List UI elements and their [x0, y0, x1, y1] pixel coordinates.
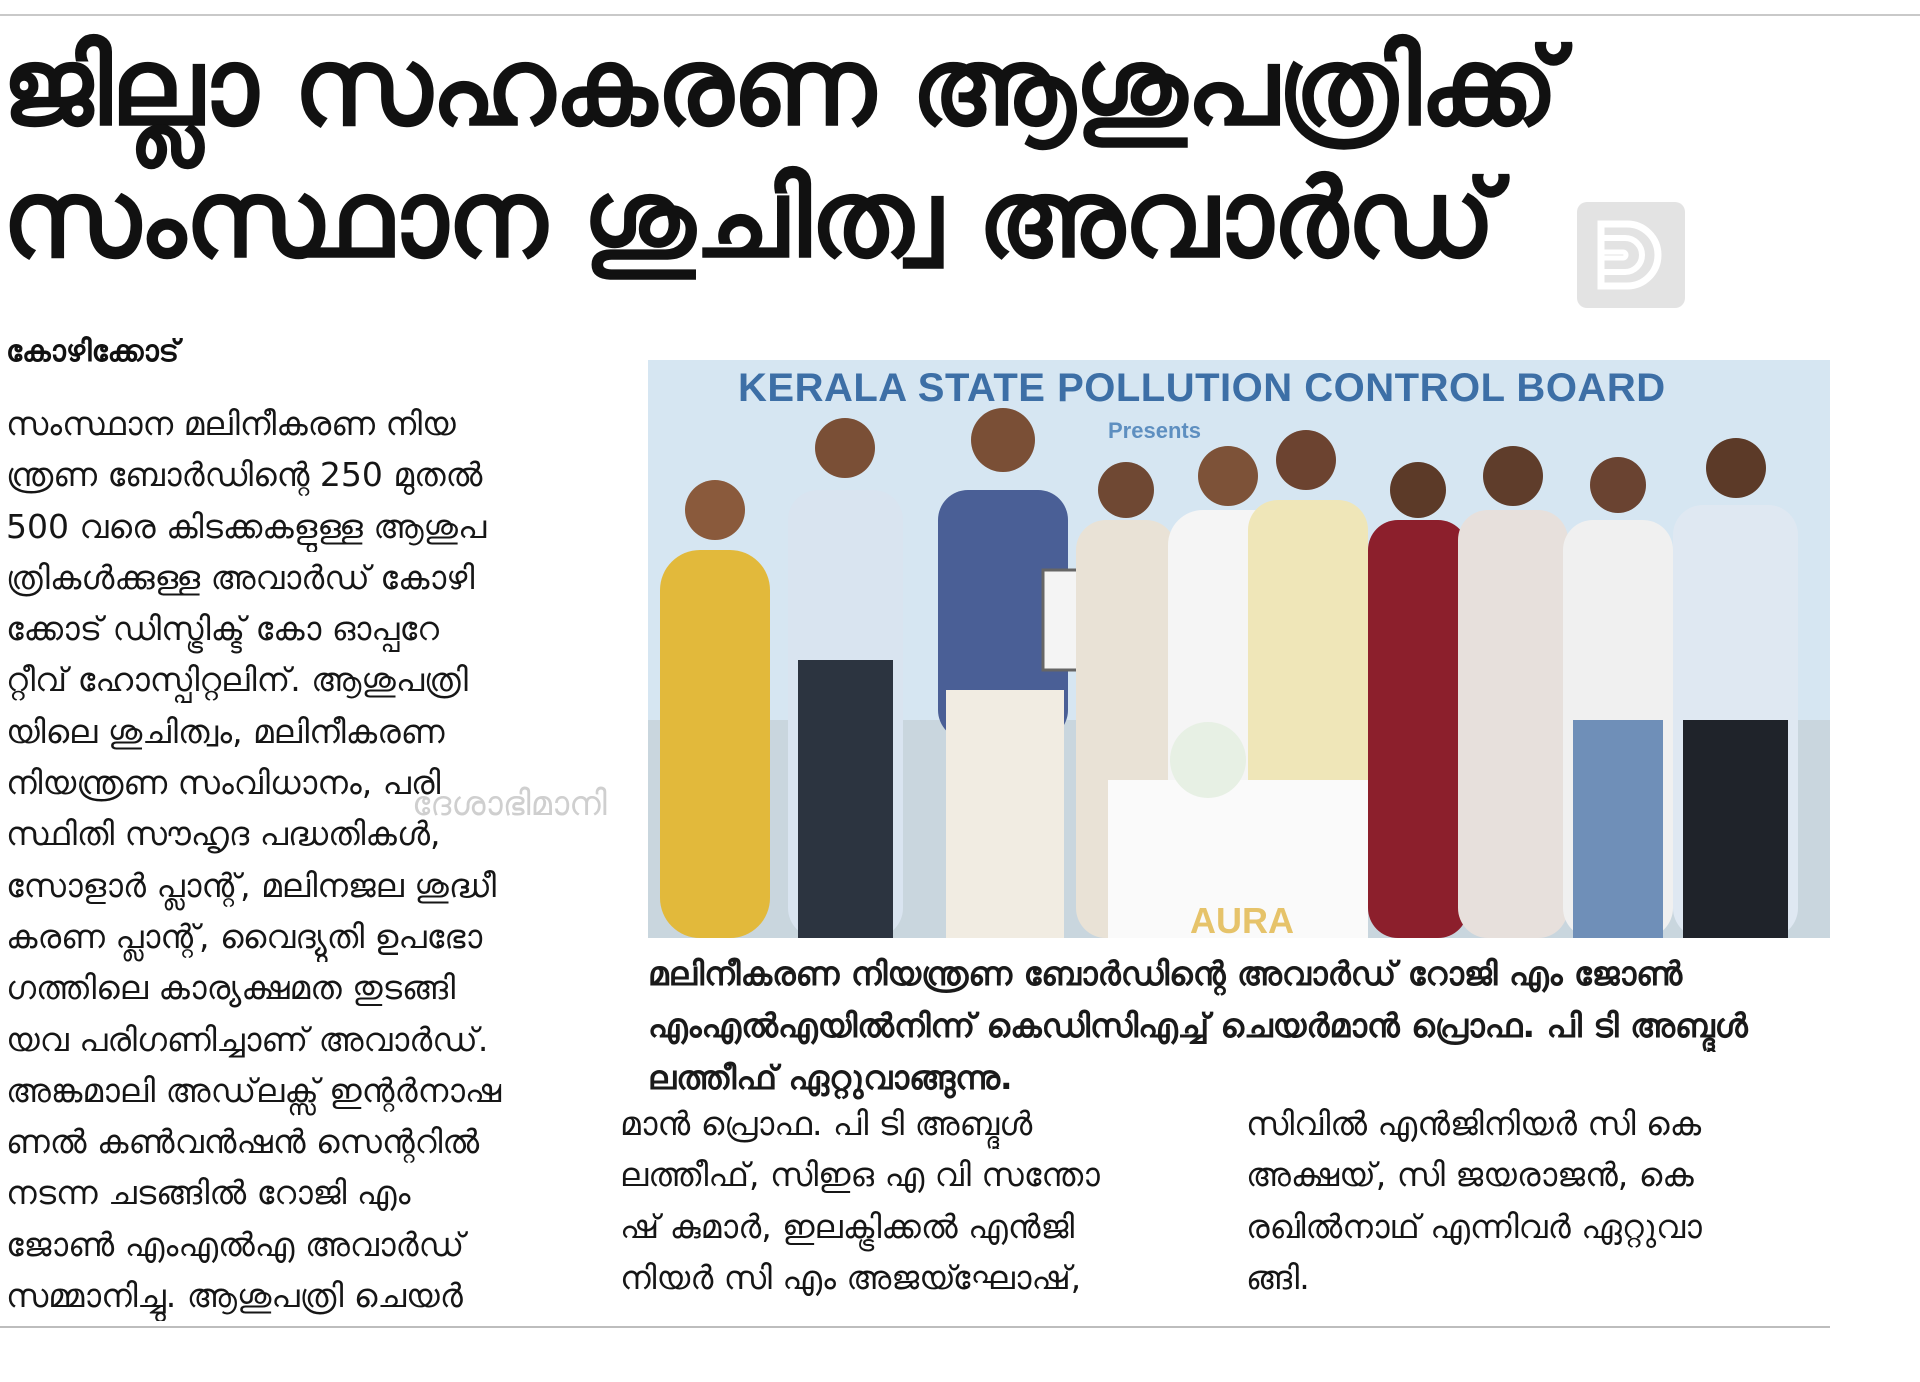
text-line: ലത്തീഫ്, സിഇഒ എ വി സന്തോ: [620, 1155, 1100, 1195]
caption-line: മലിനീകരണ നിയന്ത്രണ ബോർഡിന്റെ അവാർഡ് റോജി എം ജോൺ: [648, 954, 1683, 993]
text-line: സിവിൽ എൻജിനിയർ സി കെ: [1246, 1104, 1702, 1143]
text-line: ക്കോട് ഡിസ്ട്രിക്ട് കോ ഓപ്പറേ: [6, 609, 439, 649]
headline-line-2: സംസ്ഥാന ശുചിത്വ അവാർഡ്: [2, 157, 1495, 282]
text-line: നടന്ന ചടങ്ങിൽ റോജി എം: [6, 1173, 411, 1213]
caption-line: എംഎൽഎയിൽനിന്ന് കെഡിസിഎച്ച് ചെയർമാൻ പ്രൊഫ. പി ടി അബ്ദുൾ: [648, 1006, 1748, 1045]
text-line: ഗത്തിലെ കാര്യക്ഷമത തുടങ്ങി: [6, 968, 456, 1008]
text-line: 500 വരെ കിടക്കകളുള്ള ആശുപ: [6, 506, 487, 546]
publisher-logo-icon: [1577, 202, 1685, 308]
text-line: കരണ പ്ലാന്റ്, വൈദ്യുതി ഉപഭോ: [6, 916, 483, 956]
bottom-rule: [0, 1326, 1830, 1328]
text-line: ന്ത്രണ ബോർഡിന്റെ 250 മുതൽ: [6, 455, 483, 495]
text-line: യിലെ ശുചിത്വം, മലിനീകരണ: [6, 711, 445, 751]
photo-caption: [648, 948, 1830, 1104]
text-line: ജോൺ എംഎൽഎ അവാർഡ്: [6, 1224, 465, 1264]
text-line: റ്റീവ് ഹോസ്പിറ്റലിന്. ആശുപത്രി: [6, 660, 468, 700]
caption-line: ലത്തീഫ് ഏറ്റുവാങ്ങുന്നു.: [648, 1058, 1013, 1097]
top-rule: [0, 14, 1920, 16]
text-line: നിയർ സി എം അജയ്ഘോഷ്,: [620, 1257, 1082, 1297]
dateline: കോഴിക്കോട്: [6, 334, 180, 369]
text-line: ണൽ കൺവൻഷൻ സെന്ററിൽ: [6, 1122, 480, 1162]
headline-line-1: ജില്ലാ സഹകരണ ആശുപത്രിക്ക്: [2, 25, 1558, 150]
text-line: അങ്കമാലി അഡ്‌ലക്സ് ഇന്റർനാഷ: [6, 1070, 502, 1110]
article-column-3: [1246, 1098, 1831, 1303]
text-line: രഖിൽനാഥ് എന്നിവർ ഏറ്റുവാ: [1246, 1206, 1702, 1246]
text-line: സോളാർ പ്ലാന്റ്, മലിനജല ശുദ്ധീ: [6, 865, 497, 905]
text-line: നിയന്ത്രണ സംവിധാനം, പരി: [6, 763, 441, 803]
text-line: ങ്ങി.: [1246, 1257, 1310, 1297]
news-photo: [648, 360, 1830, 938]
article-column-2: [620, 1098, 1210, 1303]
text-line: സ്ഥിതി സൗഹൃദ പദ്ധതികൾ,: [6, 814, 441, 854]
article-column-1: [6, 398, 578, 1321]
photo-banner-title: KERALA STATE POLLUTION CONTROL BOARD: [738, 366, 1666, 410]
text-line: യവ പരിഗണിച്ചാണ് അവാർഡ്.: [6, 1019, 489, 1059]
text-line: മാൻ പ്രൊഫ. പി ടി അബ്ദുൾ: [620, 1104, 1033, 1143]
watermark: ദേശാഭിമാനി: [412, 784, 607, 824]
text-line: സംസ്ഥാന മലിനീകരണ നിയ: [6, 404, 456, 443]
stage-sign: AURA: [1190, 900, 1294, 938]
headline: [2, 22, 1762, 286]
text-line: അക്ഷയ്, സി ജയരാജൻ, കെ: [1246, 1155, 1694, 1195]
text-line: ഷ് കുമാർ, ഇലക്ട്രിക്കൽ എൻജി: [620, 1206, 1075, 1246]
text-line: ത്രികൾക്കുള്ള അവാർഡ് കോഴി: [6, 557, 475, 597]
photo-illustration: [648, 360, 1830, 938]
text-line: സമ്മാനിച്ചു. ആശുപത്രി ചെയർ: [6, 1276, 463, 1316]
photo-banner-subtitle: Presents: [1108, 418, 1201, 443]
